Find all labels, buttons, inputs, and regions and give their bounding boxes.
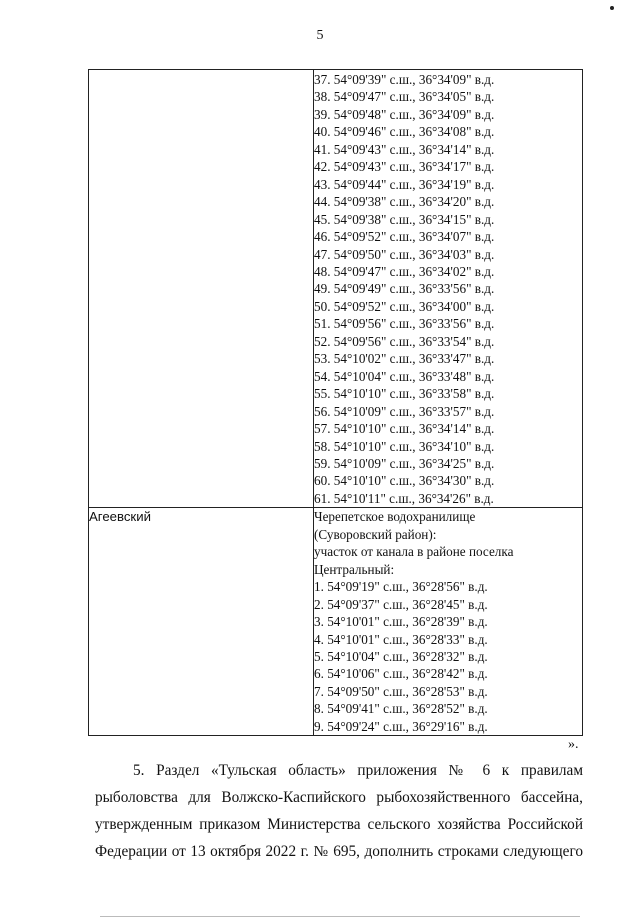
area-description-line: Центральный: [314, 561, 395, 577]
coordinate-line: 47. 54°09'50" с.ш., 36°34'03" в.д. [314, 246, 495, 262]
coordinate-line: 39. 54°09'48" с.ш., 36°34'09" в.д. [314, 106, 495, 122]
coordinate-line: 41. 54°09'43" с.ш., 36°34'14" в.д. [314, 141, 495, 157]
amendment-paragraph [95, 757, 583, 865]
coordinate-line: 58. 54°10'10" с.ш., 36°34'10" в.д. [314, 438, 495, 454]
coordinates-cell [314, 70, 583, 508]
coordinate-line: 38. 54°09'47" с.ш., 36°34'05" в.д. [314, 89, 495, 105]
coordinate-line: 50. 54°09'52" с.ш., 36°34'00" в.д. [314, 298, 495, 314]
coordinate-line: 44. 54°09'38" с.ш., 36°34'20" в.д. [314, 194, 495, 210]
coordinate-line: 6. 54°10'06" с.ш., 36°28'42" в.д. [314, 666, 488, 682]
area-name-cell: Агеевский [89, 508, 314, 736]
scan-mark [610, 6, 614, 10]
coordinate-line: 56. 54°10'09" с.ш., 36°33'57" в.д. [314, 403, 495, 419]
area-name-cell [89, 70, 314, 508]
table-row [89, 70, 583, 508]
page-number: 5 [316, 28, 324, 43]
area-description-line: (Суворовский район): [314, 526, 437, 542]
coordinate-line: 48. 54°09'47" с.ш., 36°34'02" в.д. [314, 263, 495, 279]
coordinate-line: 5. 54°10'04" с.ш., 36°28'32" в.д. [314, 648, 488, 664]
coordinate-line: 2. 54°09'37" с.ш., 36°28'45" в.д. [314, 596, 488, 612]
paragraph-line: Федерации от 13 октября 2022 г. № 695, дополнить строками следующего [95, 843, 583, 860]
coordinate-line: 53. 54°10'02" с.ш., 36°33'47" в.д. [314, 351, 495, 367]
paragraph-line: рыболовства для Волжско-Каспийского рыбохозяйственного бассейна, [95, 789, 583, 806]
coordinate-line: 57. 54°10'10" с.ш., 36°34'14" в.д. [314, 421, 495, 437]
coordinate-line: 51. 54°09'56" с.ш., 36°33'56" в.д. [314, 316, 495, 332]
paragraph-line: 5. Раздел «Тульская область» приложения № 6 к правилам [133, 762, 583, 779]
coordinate-line: 46. 54°09'52" с.ш., 36°34'07" в.д. [314, 229, 495, 245]
page-edge [100, 916, 580, 917]
coordinate-line: 9. 54°09'24" с.ш., 36°29'16" в.д. [314, 718, 488, 734]
fishing-areas-table [88, 69, 583, 736]
coordinate-line: 61. 54°10'11" с.ш., 36°34'26" в.д. [314, 490, 494, 506]
coordinate-line: 54. 54°10'04" с.ш., 36°33'48" в.д. [314, 368, 495, 384]
coordinate-line: 60. 54°10'10" с.ш., 36°34'30" в.д. [314, 473, 495, 489]
table-row [89, 508, 583, 736]
closing-quote: ». [568, 737, 579, 752]
coordinate-line: 37. 54°09'39" с.ш., 36°34'09" в.д. [314, 72, 495, 87]
paragraph-line: утвержденным приказом Министерства сельского хозяйства Российской [95, 816, 583, 833]
area-description-line: участок от канала в районе поселка [314, 544, 514, 560]
coordinate-line: 59. 54°10'09" с.ш., 36°34'25" в.д. [314, 455, 495, 471]
area-description-line: Черепетское водохранилище [314, 509, 476, 525]
coordinate-line: 7. 54°09'50" с.ш., 36°28'53" в.д. [314, 683, 488, 699]
coordinate-line: 40. 54°09'46" с.ш., 36°34'08" в.д. [314, 124, 495, 140]
coordinates-cell [314, 508, 583, 736]
coordinate-line: 43. 54°09'44" с.ш., 36°34'19" в.д. [314, 176, 495, 192]
coordinate-line: 49. 54°09'49" с.ш., 36°33'56" в.д. [314, 281, 495, 297]
coordinate-line: 45. 54°09'38" с.ш., 36°34'15" в.д. [314, 211, 495, 227]
coordinate-line: 4. 54°10'01" с.ш., 36°28'33" в.д. [314, 631, 488, 647]
coordinate-line: 1. 54°09'19" с.ш., 36°28'56" в.д. [314, 579, 488, 595]
coordinate-line: 52. 54°09'56" с.ш., 36°33'54" в.д. [314, 333, 495, 349]
coordinate-line: 8. 54°09'41" с.ш., 36°28'52" в.д. [314, 701, 488, 717]
coordinate-line: 42. 54°09'43" с.ш., 36°34'17" в.д. [314, 159, 495, 175]
coordinate-line: 3. 54°10'01" с.ш., 36°28'39" в.д. [314, 614, 488, 630]
coordinate-line: 55. 54°10'10" с.ш., 36°33'58" в.д. [314, 386, 495, 402]
